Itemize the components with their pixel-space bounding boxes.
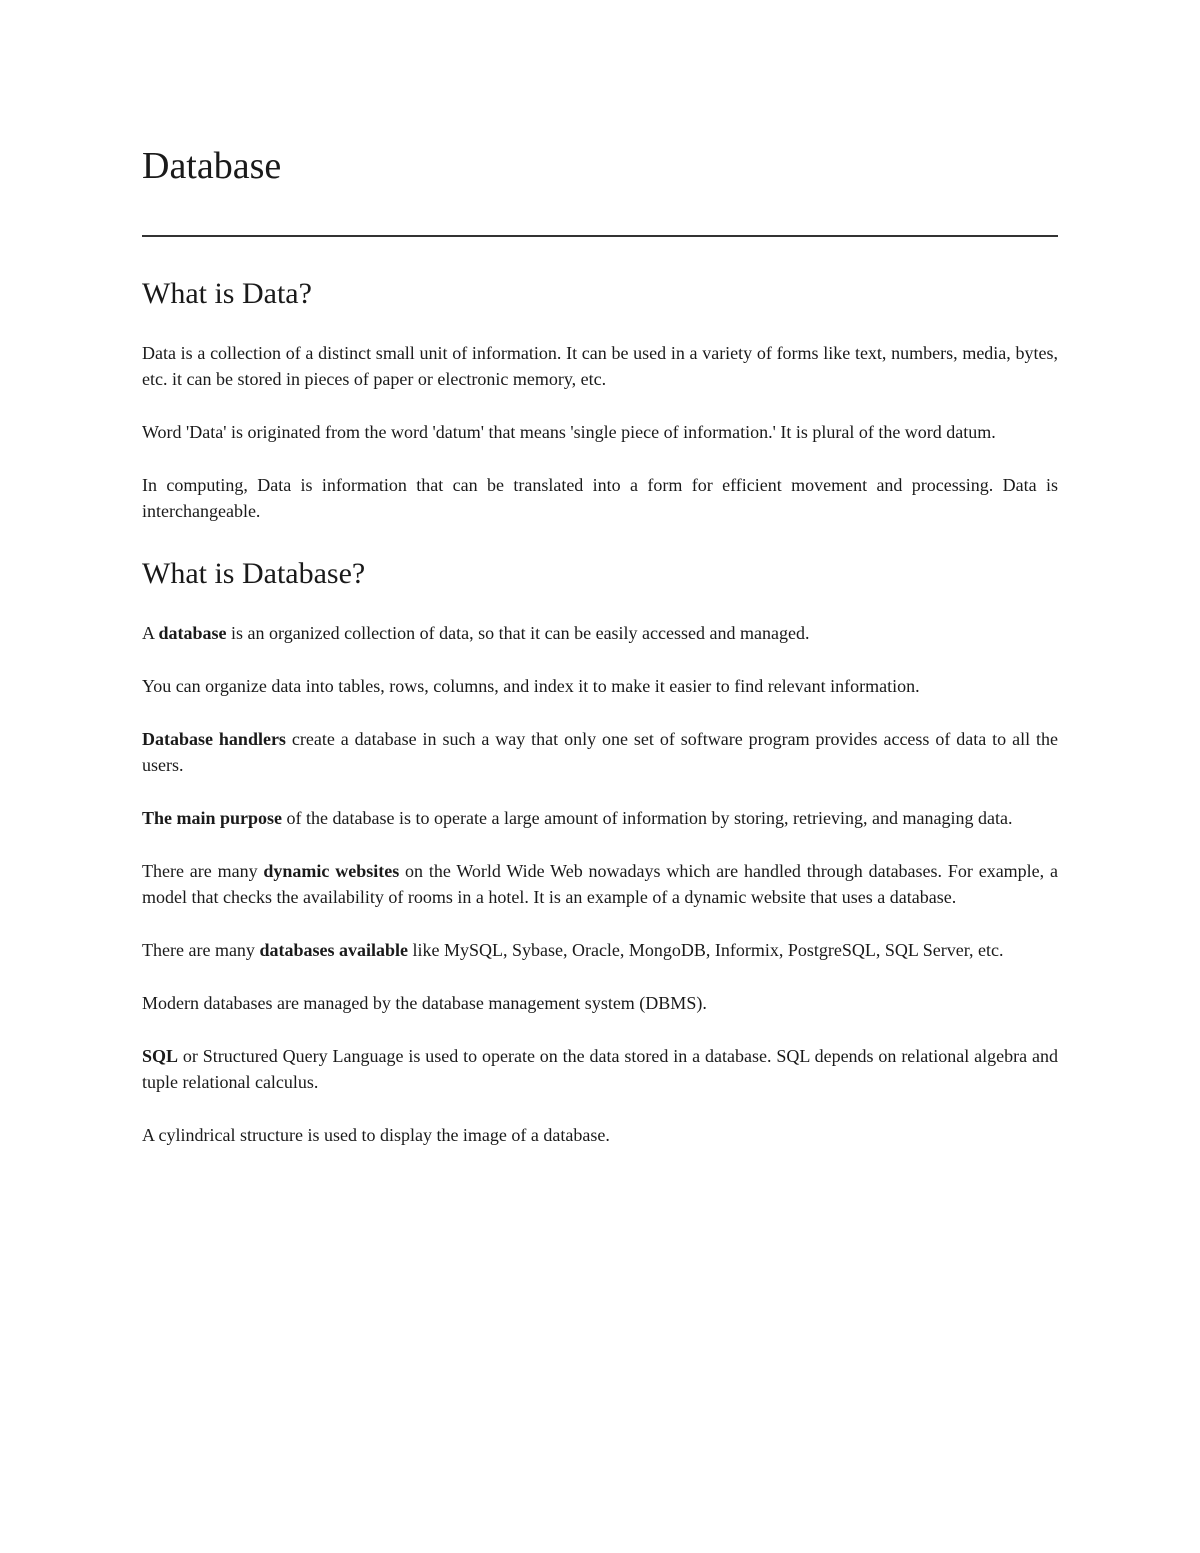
text-run: A cylindrical structure is used to display the image of a database. (142, 1125, 610, 1145)
section (142, 274, 1058, 524)
bold-term: SQL (142, 1046, 179, 1066)
paragraph (142, 419, 1058, 445)
text-run: In computing, Data is information that can be translated into a form for efficient movement and processing. Data is interchangeable. (142, 475, 1058, 521)
section-heading: What is Database? (142, 557, 366, 590)
title-divider (142, 235, 1058, 237)
paragraph (142, 472, 1058, 524)
text-run: Modern databases are managed by the database management system (DBMS). (142, 993, 707, 1013)
paragraph (142, 1122, 1058, 1148)
paragraph (142, 726, 1058, 778)
text-run: Word 'Data' is originated from the word 'datum' that means 'single piece of information.' It is plural of the word datum. (142, 422, 996, 442)
paragraph (142, 620, 1058, 646)
text-run: There are many (142, 861, 264, 881)
section (142, 554, 1058, 1148)
bold-term: databases available (259, 940, 408, 960)
text-run: You can organize data into tables, rows, columns, and index it to make it easier to find relevant information. (142, 676, 920, 696)
bold-term: Database handlers (142, 729, 286, 749)
text-run: create a database in such a way that only one set of software program provides access of data to all the users. (142, 729, 1058, 775)
text-run: of the database is to operate a large amount of information by storing, retrieving, and managing data. (282, 808, 1013, 828)
paragraph (142, 805, 1058, 831)
text-run: is an organized collection of data, so that it can be easily accessed and managed. (226, 623, 810, 643)
paragraph (142, 673, 1058, 699)
paragraph (142, 340, 1058, 392)
text-run: A (142, 623, 159, 643)
document-body (142, 274, 1058, 1148)
paragraph (142, 990, 1058, 1016)
paragraph (142, 858, 1058, 910)
bold-term: database (158, 623, 227, 643)
bold-term: The main purpose (142, 808, 283, 828)
paragraph (142, 937, 1058, 963)
text-run: on the World Wide Web nowadays which are handled through databases. For example, a model that checks the availability of rooms in a hotel. It is an example of a dynamic website that uses a database. (142, 861, 1058, 907)
paragraph (142, 1043, 1058, 1095)
text-run: like MySQL, Sybase, Oracle, MongoDB, Informix, PostgreSQL, SQL Server, etc. (407, 940, 1004, 960)
text-run: or Structured Query Language is used to operate on the data stored in a database. SQL depends on relational algebra and tuple relational calculus. (142, 1046, 1058, 1092)
section-heading: What is Data? (142, 277, 312, 310)
text-run: Data is a collection of a distinct small unit of information. It can be used in a variety of forms like text, numbers, media, bytes, etc. it can be stored in pieces of paper or electronic memory, etc. (142, 343, 1058, 389)
text-run: There are many (142, 940, 260, 960)
page-title: Database (142, 145, 282, 187)
bold-term: dynamic websites (263, 861, 400, 881)
